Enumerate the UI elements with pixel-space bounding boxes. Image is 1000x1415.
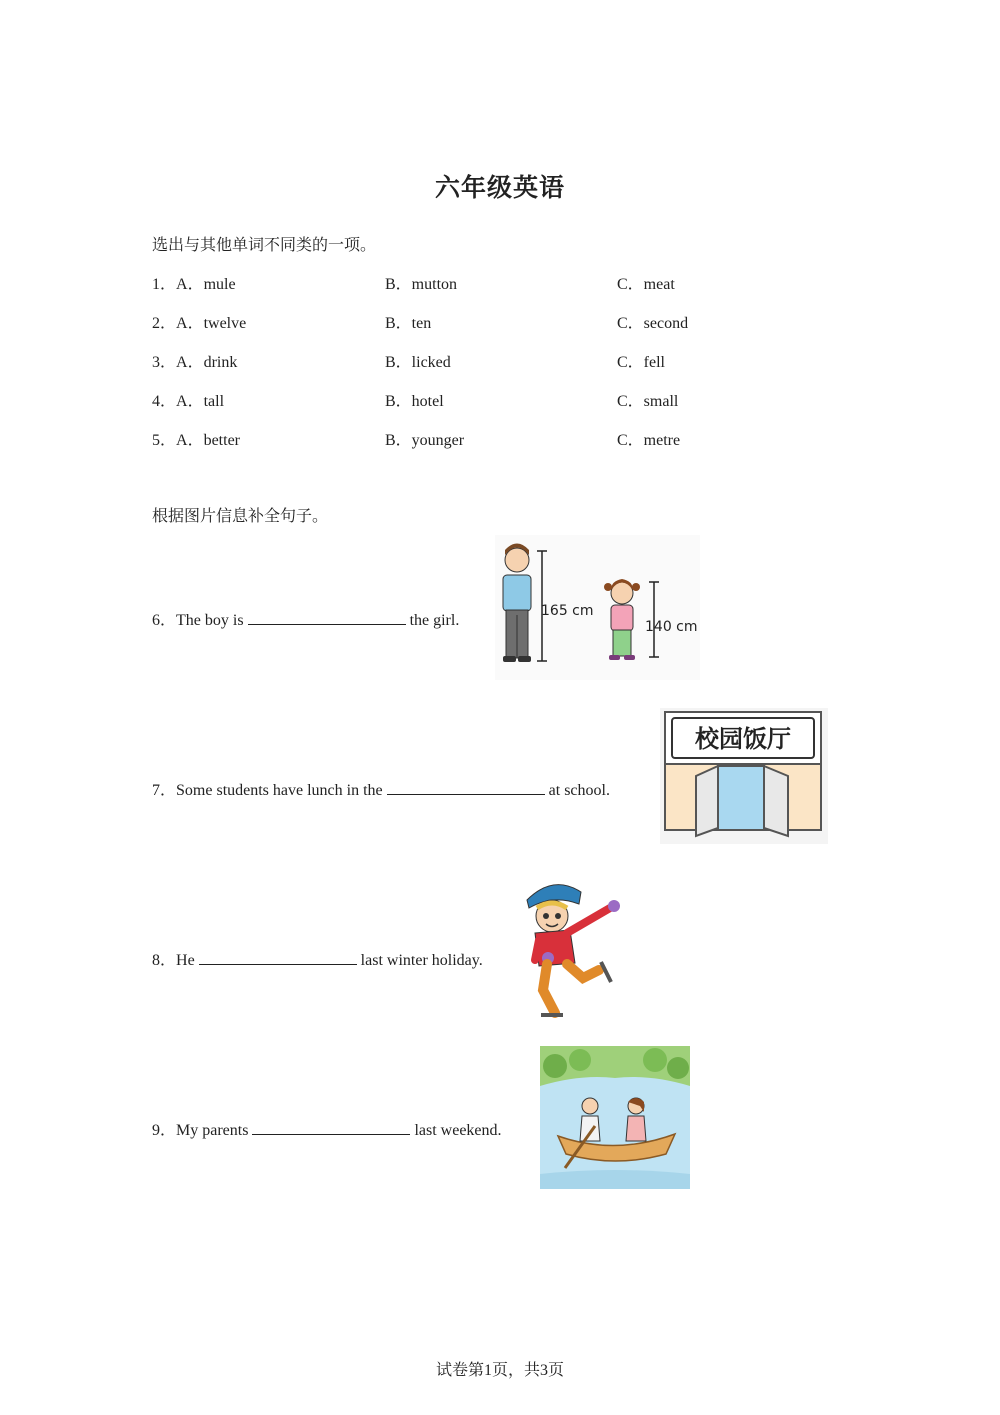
option-c: C．second [617,315,689,332]
fill-in-sentence: 6．The boy is the girl. [152,612,460,629]
page-total: 3 [540,1362,548,1379]
answer-blank[interactable] [248,610,406,625]
option-b: B．hotel [385,393,444,410]
option-b: B．licked [385,354,451,371]
girl-height-label: 140 cm [645,619,698,635]
fill-in-sentence: 8．He last winter holiday. [152,952,483,969]
question-row [152,427,852,449]
height-comparison-picture [495,535,700,680]
question-number: 2．A．twelve [152,315,247,332]
question-number: 1．A．mule [152,276,236,293]
option-c: C．fell [617,354,665,371]
page-footer: 试卷第1页，共3页 [435,1360,565,1379]
fill-in-sentence: 9．My parents last weekend. [152,1122,502,1139]
option-c: C．meat [617,276,675,293]
option-a: A．better [176,432,240,449]
option-a: A．mule [176,276,236,293]
answer-blank[interactable] [387,780,545,795]
question-number: 3．A．drink [152,354,238,371]
option-b: B．ten [385,315,432,332]
option-a: A．tall [176,393,225,410]
page-title: 六年级英语 [434,173,565,202]
boy-height-label: 165 cm [541,603,594,619]
option-a: A．twelve [176,315,247,332]
question-row [152,388,852,410]
skating-boy-icon [515,878,625,1023]
canteen-picture [660,708,828,844]
question-number: 5．A．better [152,432,240,449]
option-c: C．metre [617,432,681,449]
answer-blank[interactable] [199,950,357,965]
option-b: B．mutton [385,276,458,293]
canteen-sign: 校园饭厅 [695,725,791,753]
question-row [152,349,852,371]
question-row [152,271,852,293]
question-number: 4．A．tall [152,393,225,410]
fill-in-sentence: 7．Some students have lunch in the at school. [152,782,610,799]
answer-blank[interactable] [252,1120,410,1135]
question-row [152,310,852,332]
option-a: A．drink [176,354,238,371]
option-c: C．small [617,393,679,410]
section-heading-2: 根据图片信息补全句子。 [152,506,329,525]
boy-figure [503,544,531,663]
option-b: B．younger [385,432,465,449]
page-number: 1 [483,1362,492,1379]
rowing-boat-icon [540,1046,690,1189]
section-heading-1: 选出与其他单词不同类的一项。 [152,235,377,254]
